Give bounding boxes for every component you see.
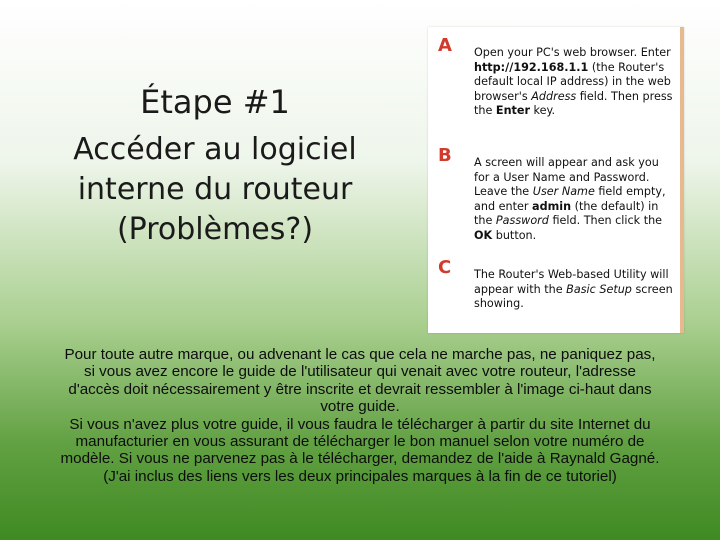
italic-run: Address [531, 89, 577, 103]
step-heading: Étape #1 [140, 83, 290, 121]
step-subheading: Accéder au logiciel interne du routeur (Problèmes?) [73, 132, 357, 247]
router-instructions-image [428, 27, 684, 333]
bold-run: Enter [495, 104, 530, 118]
step-text [474, 156, 674, 244]
text-run: The Router's Web-based Utility will appear with the [474, 268, 669, 296]
bold-run: http://192.168.1.1 [474, 60, 589, 74]
text-run: field empty, and enter [474, 185, 666, 213]
step-letter: B [438, 145, 452, 166]
italic-run: Basic Setup [566, 282, 632, 296]
text-run: A screen will appear and ask you for a User Name and Password. Leave the [474, 156, 659, 199]
step-letter: A [438, 35, 452, 56]
text-run: screen showing. [474, 282, 673, 311]
italic-run: Password [495, 214, 549, 228]
text-run: key. [529, 104, 556, 118]
bold-run: admin [532, 199, 572, 213]
text-run: (the default) in the [474, 199, 659, 228]
body-text [60, 346, 660, 485]
step-text [474, 46, 674, 119]
italic-run: User Name [532, 185, 595, 199]
paragraph-no-guide: Si vous n'avez plus votre guide, il vous faudra le télécharger à partir du site Internet du manufacturier en vous assurant de télécharger le bon manuel selon votre numéro de modèle. Si vous ne parvenez pas à le télécharger, demandez de l'aide à Raynald Gagné. (J'ai inclus des liens vers les deux principales marques à la fin de ce tutoriel) [60, 415, 660, 485]
slide-title [40, 80, 390, 250]
text-run: button. [492, 228, 537, 242]
text-run: Open your PC's web browser. Enter [474, 46, 671, 59]
text-run: field. Then press the [474, 89, 673, 118]
step-letter: C [438, 257, 452, 278]
text-run: (the Router's default local IP address) in the web browser's [474, 60, 671, 103]
bold-run: OK [474, 228, 493, 242]
paragraph-brands: Pour toute autre marque, ou advenant le cas que cela ne marche pas, ne paniquez pas, si vous avez encore le guide de l'utilisateur qui venait avec votre routeur, l'adresse d'accès doit nécessairement y être inscrite et devrait ressembler à l'image ci-haut dans votre guide. [64, 346, 656, 416]
step-text [474, 268, 674, 312]
text-run: field. Then click the [548, 214, 663, 228]
